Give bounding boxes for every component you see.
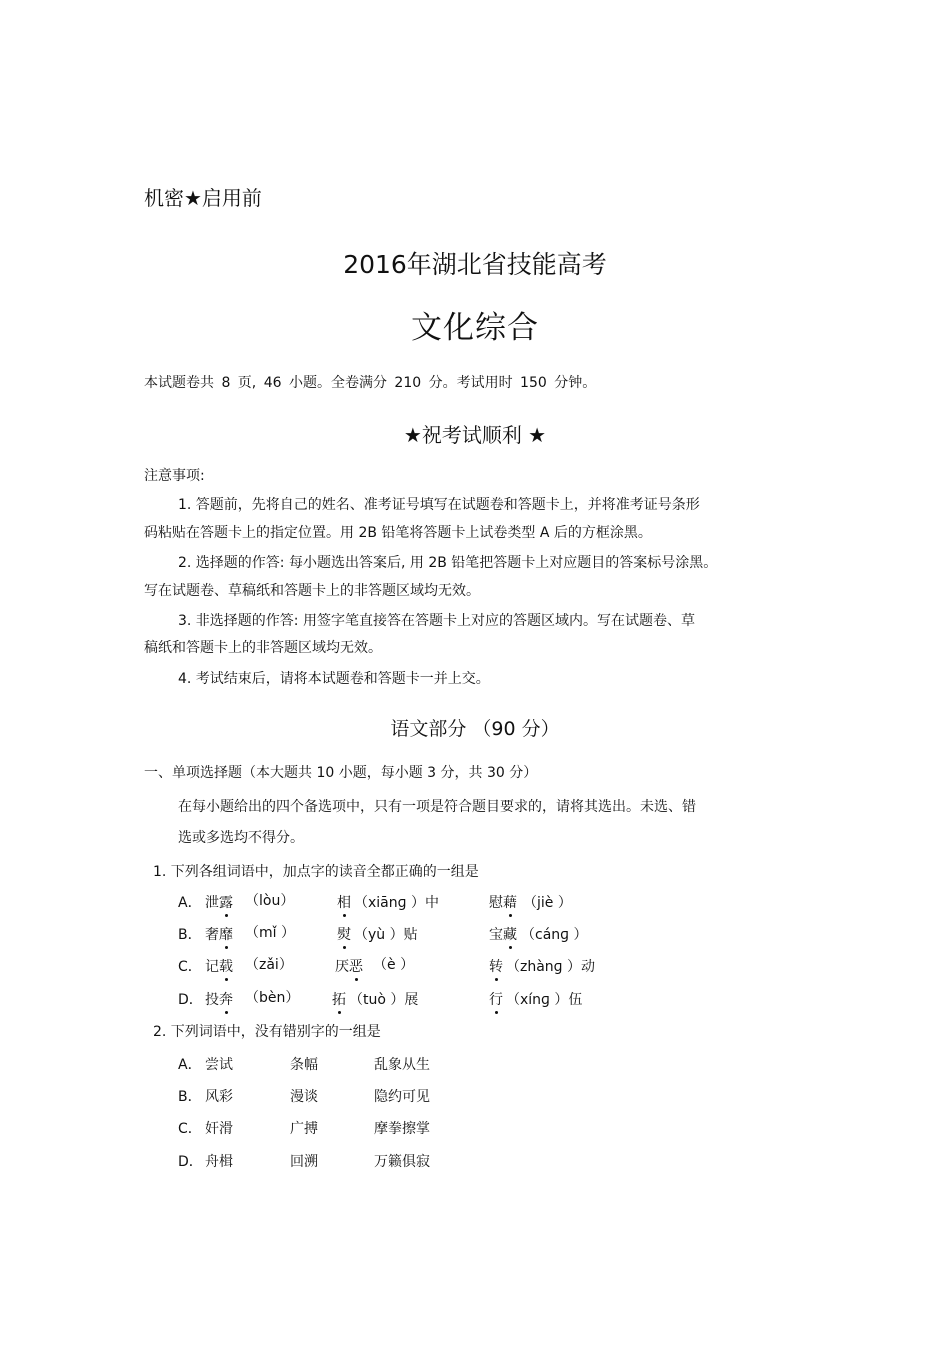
option-label: B．: [178, 927, 202, 943]
dotted-char: 熨: [337, 927, 351, 943]
word-char: 泄: [205, 895, 219, 911]
word-char: 投: [205, 992, 219, 1008]
option-word-3: 摩拳擦掌: [374, 1121, 430, 1137]
dotted-char: 藏: [503, 927, 517, 943]
word-char: 奢: [205, 927, 219, 943]
option-label: A．: [178, 1057, 202, 1073]
word-char: 厌: [335, 959, 349, 975]
dotted-char: 奔: [219, 992, 233, 1008]
pinyin: （xiānɡ ）中: [354, 895, 439, 911]
option-label: B．: [178, 1089, 202, 1105]
exam-title: 2016年湖北省技能高考: [343, 250, 607, 279]
option-word-2: 广搏: [290, 1121, 318, 1137]
pinyin: （zhànɡ ）动: [506, 959, 596, 975]
option-label: D．: [178, 992, 203, 1008]
notice-heading: 注意事项:: [144, 468, 205, 484]
dotted-char: 行: [489, 992, 503, 1008]
dotted-char: 转: [489, 959, 503, 975]
pinyin: （lòu）: [245, 893, 295, 909]
pinyin: （zǎi）: [245, 957, 293, 973]
word-char: 记: [205, 959, 219, 975]
option-word-1: 奸滑: [205, 1121, 233, 1137]
question-1-stem: 1. 下列各组词语中，加点字的读音全都正确的一组是: [153, 864, 479, 880]
option-word-2: 回溯: [290, 1154, 318, 1170]
option-label: D．: [178, 1154, 203, 1170]
section-title: 语文部分 （90 分）: [390, 718, 560, 740]
option-word-3: 乱象从生: [374, 1057, 430, 1073]
pinyin: （jiè ）: [523, 895, 572, 911]
option-label: C．: [178, 1121, 202, 1137]
notice-item-2-line2: 写在试题卷、草稿纸和答题卡上的非答题区域均无效。: [144, 583, 480, 599]
question-2-stem: 2. 下列词语中，没有错别字的一组是: [153, 1024, 381, 1040]
notice-item-1-line1: 1. 答题前，先将自己的姓名、准考证号填写在试题卷和答题卡上，并将准考证号条形: [178, 497, 700, 513]
exam-info: 本试题卷共 8 页, 46 小题。全卷满分 210 分。考试用时 150 分钟。: [144, 375, 597, 391]
word-char: 宝: [489, 927, 503, 943]
dotted-char: 载: [219, 959, 233, 975]
notice-item-4-line1: 4. 考试结束后，请将本试题卷和答题卡一并上交。: [178, 671, 490, 687]
dotted-char: 相: [337, 895, 351, 911]
pinyin: （tuò ）展: [349, 992, 419, 1008]
dotted-char: 靡: [219, 927, 233, 943]
option-word-3: 万籁俱寂: [374, 1154, 430, 1170]
option-label: A．: [178, 895, 202, 911]
pinyin: （cánɡ ）: [521, 927, 588, 943]
dotted-char: 恶: [349, 959, 363, 975]
notice-item-2-line1: 2. 选择题的作答: 每小题选出答案后, 用 2B 铅笔把答题卡上对应题目的答案标号涂黑。: [178, 555, 718, 571]
option-word-2: 条幅: [290, 1057, 318, 1073]
pinyin: （yù ）贴: [354, 927, 418, 943]
option-word-3: 隐约可见: [374, 1089, 430, 1105]
dotted-char: 拓: [332, 992, 346, 1008]
confidential-label: 机密★启用前: [144, 186, 262, 210]
pinyin: （bèn）: [245, 990, 300, 1006]
pinyin: （è ）: [373, 957, 415, 973]
pinyin: （xínɡ ）伍: [506, 992, 583, 1008]
dotted-char: 藉: [503, 895, 517, 911]
part1-instruction-line2: 选或多选均不得分。: [178, 830, 304, 846]
notice-item-3-line1: 3. 非选择题的作答: 用签字笔直接答在答题卡上对应的答题区域内。写在试题卷、草: [178, 613, 695, 629]
option-label: C．: [178, 959, 202, 975]
dotted-char: 露: [219, 895, 233, 911]
part1-instruction-line1: 在每小题给出的四个备选项中，只有一项是符合题目要求的，请将其选出。未选、错: [178, 799, 696, 815]
option-word-1: 舟楫: [205, 1154, 233, 1170]
option-word-1: 风彩: [205, 1089, 233, 1105]
notice-item-1-line2: 码粘贴在答题卡上的指定位置。用 2B 铅笔将答题卡上试卷类型 A 后的方框涂黑。: [144, 525, 652, 541]
pinyin: （mǐ ）: [245, 925, 295, 941]
option-word-2: 漫谈: [290, 1089, 318, 1105]
exam-subject: 文化综合: [411, 310, 539, 346]
notice-item-3-line2: 稿纸和答题卡上的非答题区域均无效。: [144, 640, 382, 656]
word-char: 慰: [489, 895, 503, 911]
option-word-1: 尝试: [205, 1057, 233, 1073]
good-luck-line: ★祝考试顺利 ★: [403, 423, 547, 447]
part1-heading: 一、单项选择题（本大题共 10 小题，每小题 3 分，共 30 分）: [144, 765, 538, 781]
